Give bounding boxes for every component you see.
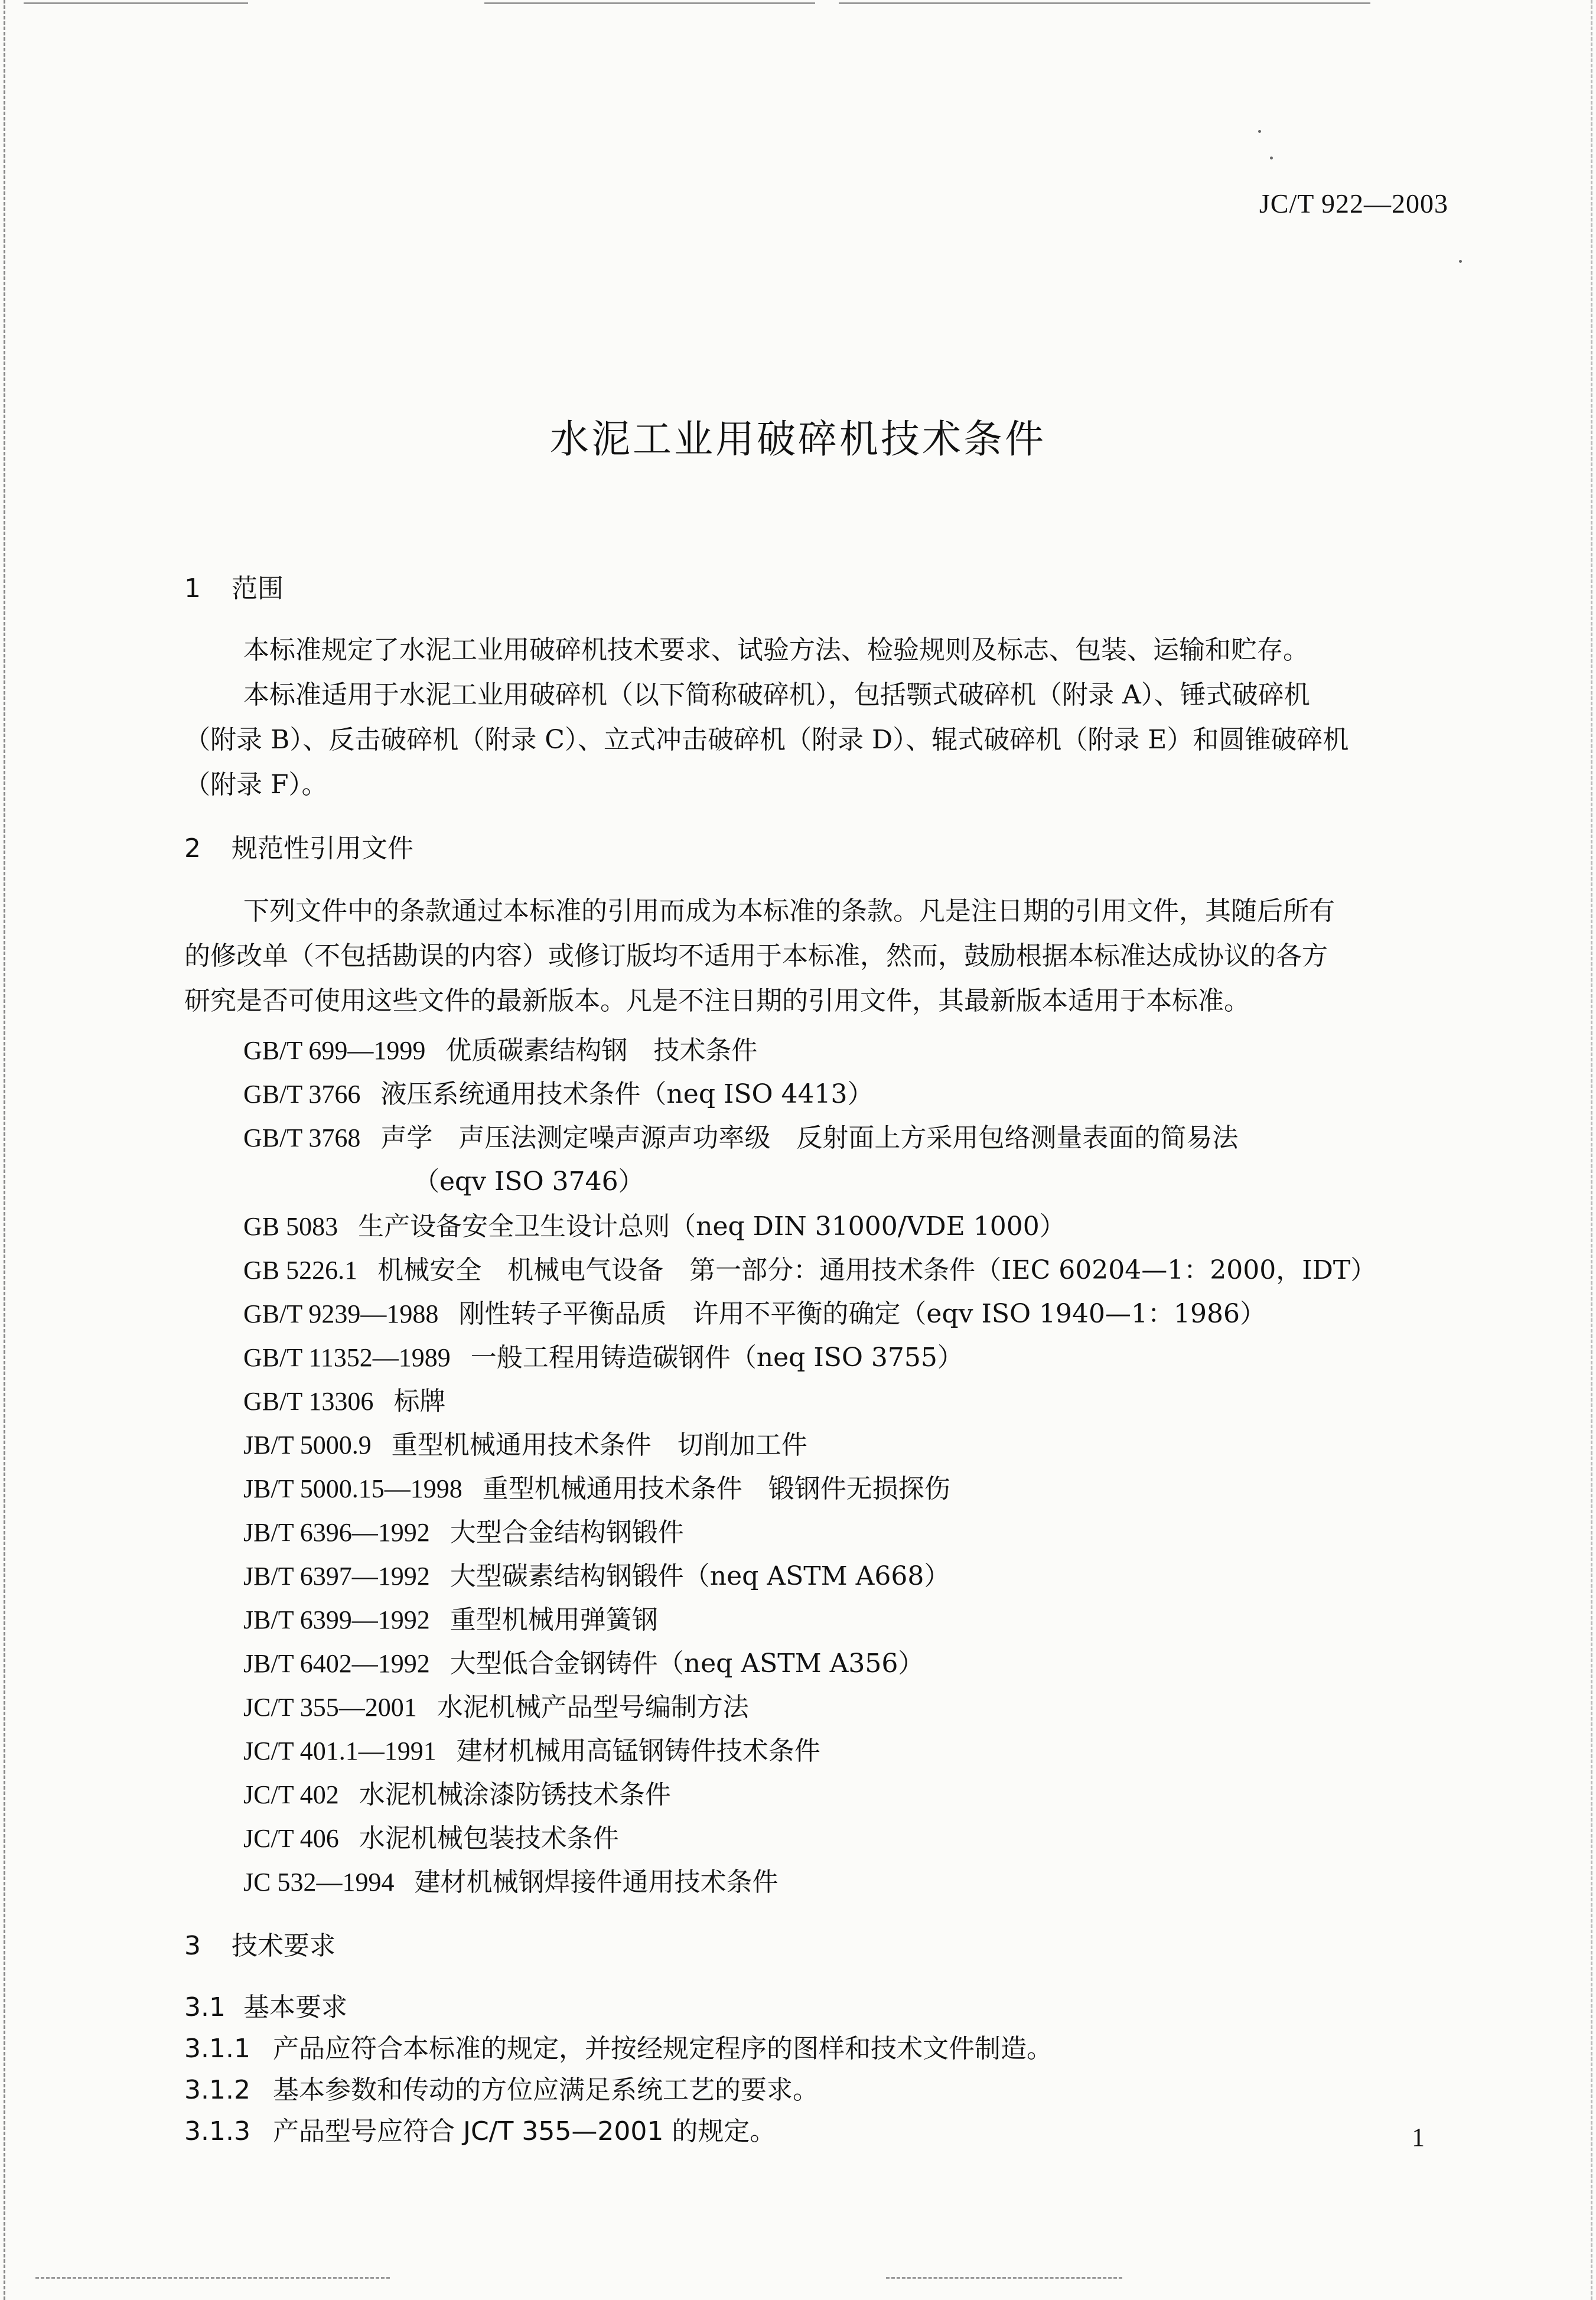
reference-title: 机械安全 机械电气设备 第一部分：通用技术条件（IEC 60204—1：2000，IDT） bbox=[377, 1255, 1377, 1285]
subclause-text: 基本要求 bbox=[243, 1992, 347, 2022]
subclause bbox=[184, 2027, 1053, 2065]
reference-item bbox=[243, 1116, 1238, 1154]
reference-item bbox=[413, 1160, 644, 1198]
reference-item bbox=[243, 1686, 749, 1724]
reference-code: JC 532—1994 bbox=[243, 1868, 395, 1897]
subclause-text: 产品型号应符合 JC/T 355—2001 的规定。 bbox=[273, 2116, 776, 2146]
paragraph: （附录 F）。 bbox=[184, 770, 328, 800]
reference-item bbox=[243, 1292, 1266, 1330]
section-title: 规范性引用文件 bbox=[232, 833, 413, 864]
paragraph: 下列文件中的条款通过本标准的引用而成为本标准的条款。凡是注日期的引用文件，其随后所有 bbox=[243, 896, 1335, 926]
section-number: 3 bbox=[184, 1931, 201, 1961]
reference-title: 水泥机械包装技术条件 bbox=[359, 1823, 619, 1853]
reference-code: JB/T 5000.9 bbox=[243, 1431, 372, 1460]
subclause-number: 3.1 bbox=[184, 1992, 226, 2022]
reference-item bbox=[243, 1511, 684, 1549]
scan-top-rule bbox=[839, 2, 1370, 4]
subclause bbox=[184, 2068, 819, 2106]
reference-title: 重型机械通用技术条件 切削加工件 bbox=[391, 1430, 807, 1460]
subclause-text: 产品应符合本标准的规定，并按经规定程序的图样和技术文件制造。 bbox=[273, 2034, 1053, 2064]
reference-title: 生产设备安全卫生设计总则（neq DIN 31000/VDE 1000） bbox=[358, 1211, 1066, 1242]
reference-title: 刚性转子平衡品质 许用不平衡的确定（eqv ISO 1940—1：1986） bbox=[458, 1299, 1266, 1329]
reference-code: JC/T 355—2001 bbox=[243, 1693, 417, 1722]
reference-code: GB/T 11352—1989 bbox=[243, 1343, 451, 1372]
reference-code: GB/T 9239—1988 bbox=[243, 1299, 439, 1328]
reference-title: 声学 声压法测定噪声源声功率级 反射面上方采用包络测量表面的简易法 bbox=[380, 1123, 1239, 1153]
reference-item bbox=[243, 1029, 757, 1067]
reference-item bbox=[243, 1861, 778, 1898]
section-number: 2 bbox=[184, 833, 201, 864]
reference-title: 大型低合金钢铸件（neq ASTM A356） bbox=[450, 1649, 924, 1679]
reference-item bbox=[243, 1467, 950, 1505]
reference-title: 标牌 bbox=[393, 1386, 446, 1416]
subclause bbox=[184, 2110, 776, 2148]
reference-code: GB/T 3766 bbox=[243, 1080, 361, 1109]
reference-item bbox=[243, 1073, 874, 1110]
reference-code: GB 5083 bbox=[243, 1212, 338, 1241]
reference-code: JB/T 6397—1992 bbox=[243, 1562, 430, 1591]
subclause-number: 3.1.3 bbox=[184, 2116, 250, 2146]
reference-item bbox=[243, 1773, 671, 1811]
reference-code: JB/T 6402—1992 bbox=[243, 1649, 430, 1678]
reference-title: 优质碳素结构钢 技术条件 bbox=[445, 1035, 758, 1066]
document-title: 水泥工业用破碎机技术条件 bbox=[550, 416, 1046, 462]
reference-code: GB 5226.1 bbox=[243, 1256, 358, 1285]
reference-title: 重型机械通用技术条件 锻钢件无损探伤 bbox=[482, 1474, 950, 1504]
reference-item bbox=[243, 1642, 924, 1680]
scan-bottom-rule bbox=[886, 2277, 1122, 2279]
reference-item bbox=[243, 1380, 445, 1418]
reference-title: 大型碳素结构钢锻件（neq ASTM A668） bbox=[450, 1561, 950, 1591]
scan-left-edge bbox=[4, 0, 5, 2300]
reference-code: JC/T 406 bbox=[243, 1824, 339, 1853]
reference-title: （eqv ISO 3746） bbox=[413, 1167, 644, 1197]
reference-title: 建材机械用高锰钢铸件技术条件 bbox=[456, 1736, 820, 1766]
scan-top-rule bbox=[24, 2, 248, 4]
section-title: 范围 bbox=[232, 574, 284, 604]
reference-item bbox=[243, 1598, 658, 1636]
reference-item bbox=[243, 1555, 950, 1592]
reference-code: JB/T 5000.15—1998 bbox=[243, 1474, 462, 1503]
section-heading bbox=[184, 1924, 336, 1962]
subclause bbox=[184, 1986, 347, 2024]
reference-title: 液压系统通用技术条件（neq ISO 4413） bbox=[380, 1079, 874, 1109]
reference-item bbox=[243, 1729, 820, 1767]
scan-speck bbox=[1270, 157, 1273, 159]
section-number: 1 bbox=[184, 574, 201, 604]
reference-title: 水泥机械产品型号编制方法 bbox=[437, 1692, 749, 1722]
reference-code: GB/T 3768 bbox=[243, 1123, 361, 1152]
reference-code: GB/T 699—1999 bbox=[243, 1036, 426, 1065]
subclause-text: 基本参数和传动的方位应满足系统工艺的要求。 bbox=[273, 2075, 819, 2105]
reference-code: JB/T 6396—1992 bbox=[243, 1518, 430, 1547]
reference-title: 水泥机械涂漆防锈技术条件 bbox=[359, 1780, 671, 1810]
reference-code: GB/T 13306 bbox=[243, 1387, 374, 1416]
paragraph: 本标准适用于水泥工业用破碎机（以下简称破碎机），包括颚式破碎机（附录 A）、锤式破碎机 bbox=[243, 680, 1310, 710]
page-number: 1 bbox=[1412, 2123, 1425, 2152]
standard-code: JC/T 922—2003 bbox=[1259, 188, 1448, 219]
scan-speck bbox=[1258, 130, 1261, 133]
paragraph: 的修改单（不包括勘误的内容）或修订版均不适用于本标准，然而，鼓励根据本标准达成协议的各方 bbox=[184, 941, 1328, 971]
scan-top-rule bbox=[484, 2, 815, 4]
scan-bottom-rule bbox=[35, 2277, 390, 2279]
section-title: 技术要求 bbox=[232, 1931, 336, 1961]
paragraph: 本标准规定了水泥工业用破碎机技术要求、试验方法、检验规则及标志、包装、运输和贮存。 bbox=[243, 635, 1309, 665]
reference-title: 大型合金结构钢锻件 bbox=[450, 1517, 684, 1548]
reference-code: JB/T 6399—1992 bbox=[243, 1605, 430, 1634]
reference-item bbox=[243, 1423, 807, 1461]
reference-title: 建材机械钢焊接件通用技术条件 bbox=[414, 1867, 779, 1897]
paragraph: 研究是否可使用这些文件的最新版本。凡是不注日期的引用文件，其最新版本适用于本标准。 bbox=[184, 986, 1250, 1016]
reference-item bbox=[243, 1205, 1066, 1243]
subclause-number: 3.1.1 bbox=[184, 2034, 250, 2064]
scan-right-edge bbox=[1591, 0, 1592, 2300]
section-heading bbox=[184, 567, 284, 605]
section-heading bbox=[184, 827, 413, 865]
subclause-number: 3.1.2 bbox=[184, 2075, 250, 2105]
reference-item bbox=[243, 1336, 963, 1374]
reference-code: JC/T 401.1—1991 bbox=[243, 1737, 437, 1765]
reference-item bbox=[243, 1817, 619, 1855]
reference-title: 一般工程用铸造碳钢件（neq ISO 3755） bbox=[470, 1343, 963, 1373]
reference-item bbox=[243, 1249, 1376, 1286]
reference-code: JC/T 402 bbox=[243, 1780, 339, 1809]
reference-title: 重型机械用弹簧钢 bbox=[450, 1605, 658, 1635]
scan-speck bbox=[1459, 260, 1462, 263]
paragraph: （附录 B）、反击破碎机（附录 C）、立式冲击破碎机（附录 D）、辊式破碎机（附录 E）和圆锥破碎机 bbox=[184, 725, 1349, 755]
